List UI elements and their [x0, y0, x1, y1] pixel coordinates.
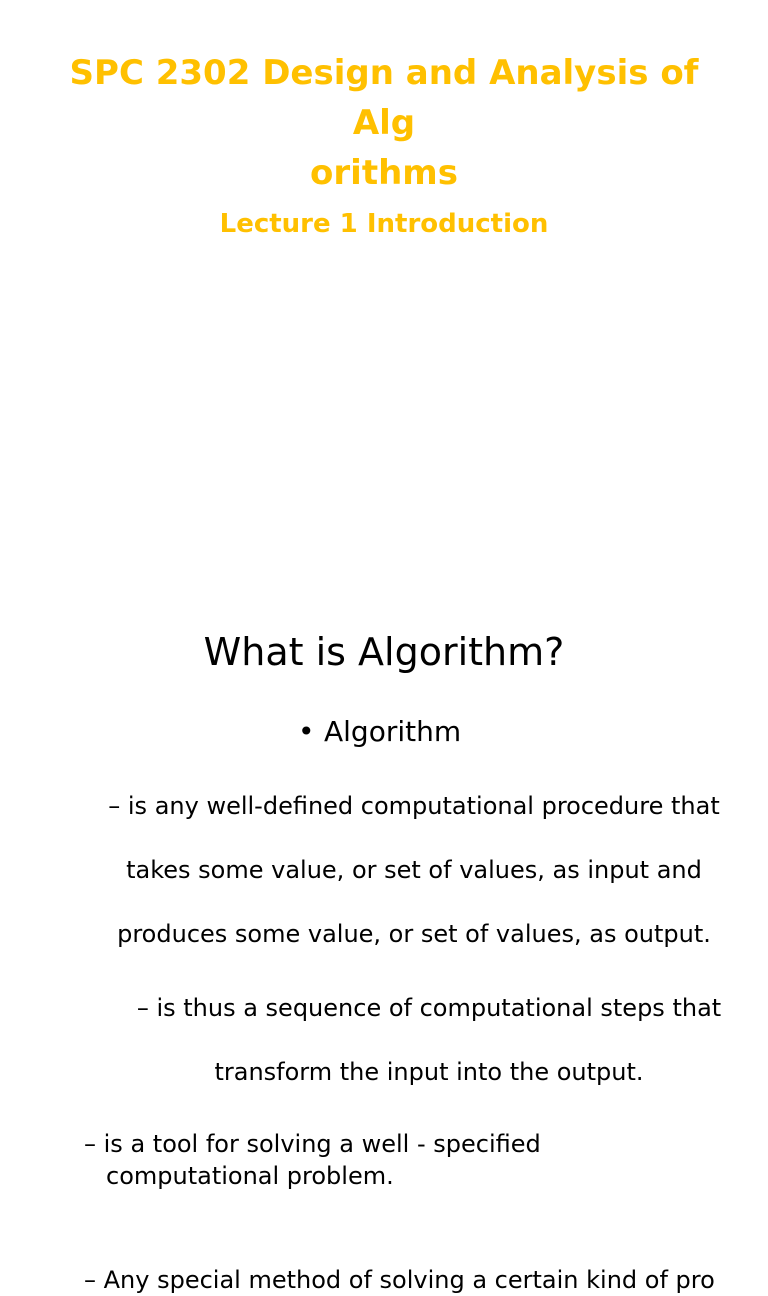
bullet-text: Algorithm	[324, 715, 462, 748]
course-title-line-2: orithms	[310, 153, 458, 193]
list-item-line: is any well-defined computational procedure that	[127, 792, 720, 820]
list-item-line: computational problem.	[106, 1162, 394, 1190]
dash-marker: –	[84, 1266, 96, 1294]
list-item	[84, 758, 744, 950]
list-item-line: is thus a sequence of computational steps that	[156, 994, 722, 1022]
lecture-subtitle: Lecture 1 Introduction	[219, 209, 549, 239]
list-item-line: transform the input into the output.	[214, 1058, 644, 1086]
bullet-algorithm	[298, 714, 461, 750]
dash-marker: –	[108, 792, 121, 820]
list-item	[84, 960, 744, 1088]
list-item-line: takes some value, or set of values, as input and	[126, 856, 702, 884]
dash-marker: –	[136, 994, 149, 1022]
slide-title	[0, 0, 768, 576]
course-title	[40, 48, 728, 198]
list-item-line: Any special method of solving a certain kind of pro	[103, 1266, 715, 1294]
list-item	[84, 1232, 744, 1296]
slide-heading: What is Algorithm?	[203, 630, 565, 674]
bullet-marker: •	[298, 715, 315, 748]
list-item-line: produces some value, or set of values, as output.	[117, 920, 711, 948]
dash-marker: –	[84, 1130, 96, 1158]
course-title-line-1: SPC 2302 Design and Analysis of Alg	[69, 53, 699, 143]
list-item	[84, 1096, 744, 1224]
definition-list	[84, 758, 744, 1296]
list-item-line: is a tool for solving a well - specified	[103, 1130, 541, 1158]
slide-what-is-algorithm	[0, 576, 768, 1294]
